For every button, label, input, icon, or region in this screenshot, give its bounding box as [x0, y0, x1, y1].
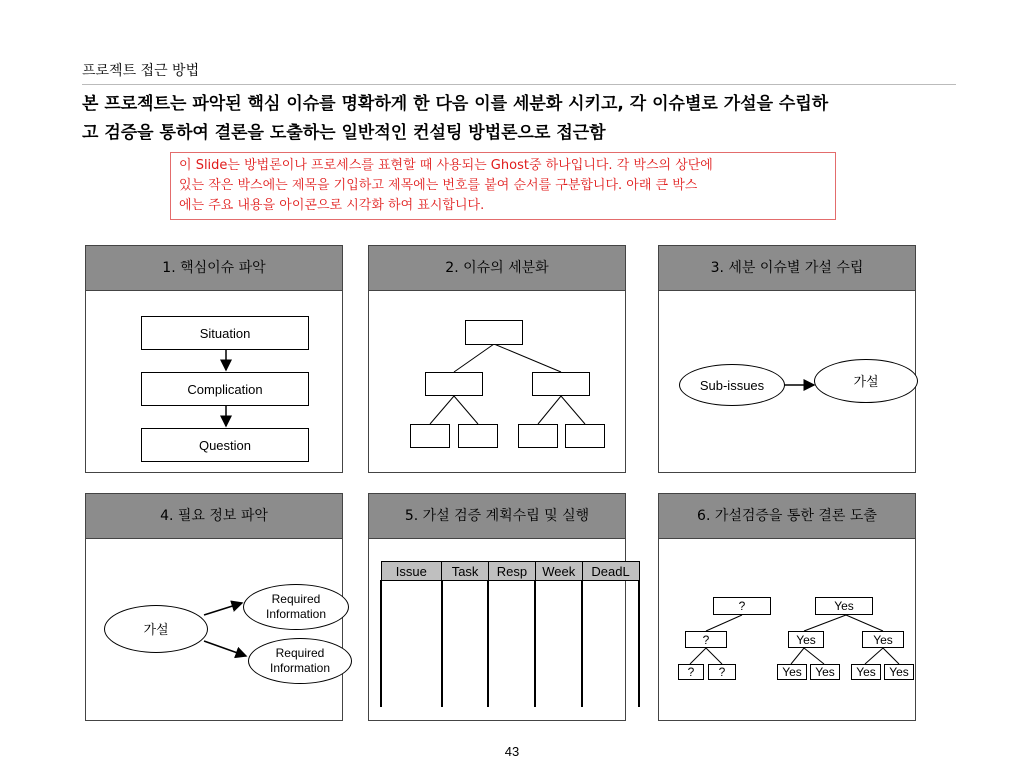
panel-4-body	[86, 538, 342, 720]
header-divider	[82, 84, 956, 85]
note-line-3: 에는 주요 내용을 아이콘으로 시각화 하여 표시합니다.	[179, 198, 485, 213]
headline-line-1: 본 프로젝트는 파악된 핵심 이슈를 명확하게 한 다음 이를 세분화 시키고, 각 이슈별로 가설을 수립하	[82, 94, 829, 114]
panel-6-title: 6. 가설검증을 통한 결론 도출	[659, 494, 915, 539]
panel-6-tree-lines	[659, 538, 915, 720]
table-cell	[582, 581, 639, 708]
tree-leaf-box-3	[518, 424, 558, 448]
situation-box: Situation	[141, 316, 309, 350]
tree-root-box	[465, 320, 523, 345]
right-tree-leaf-2: Yes	[810, 664, 840, 680]
panel-2-title: 2. 이슈의 세분화	[369, 246, 625, 291]
tree-leaf-box-1	[410, 424, 450, 448]
table-cell	[381, 581, 442, 708]
right-tree-mid-1: Yes	[788, 631, 824, 648]
right-tree-root: Yes	[815, 597, 873, 615]
headline-line-2: 고 검증을 통하여 결론을 도출하는 일반적인 컨설팅 방법론으로 접근함	[82, 123, 606, 143]
panel-5-title: 5. 가설 검증 계획수립 및 실행	[369, 494, 625, 539]
column-header-deadl: DeadL	[582, 562, 639, 581]
column-header-resp: Resp	[488, 562, 535, 581]
table-cell	[442, 581, 489, 708]
tree-mid-box-left	[425, 372, 483, 396]
required-info-ellipse-1: Required Information	[243, 584, 349, 630]
left-tree-mid: ?	[685, 631, 727, 648]
plan-table	[380, 561, 640, 707]
section-title: 프로젝트 접근 방법	[82, 63, 200, 79]
left-tree-root: ?	[713, 597, 771, 615]
question-box: Question	[141, 428, 309, 462]
panel-6	[658, 493, 916, 721]
panel-1-body	[86, 290, 342, 472]
column-header-week: Week	[535, 562, 582, 581]
panel-4	[85, 493, 343, 721]
note-line-1: 이 Slide는 방법론이나 프로세스를 표현할 때 사용되는 Ghost중 하나입니다. 각 박스의 상단에	[179, 158, 713, 173]
panel-5-body	[369, 538, 630, 720]
panel-2	[368, 245, 626, 473]
right-tree-mid-2: Yes	[862, 631, 904, 648]
panel-3-body	[659, 290, 915, 472]
panel-3	[658, 245, 916, 473]
tree-mid-box-right	[532, 372, 590, 396]
plan-table-header	[381, 562, 639, 581]
panel-6-body	[659, 538, 915, 720]
headline	[82, 90, 962, 148]
panel-1-title: 1. 핵심이슈 파악	[86, 246, 342, 291]
hypothesis-ellipse: 가설	[104, 605, 208, 653]
right-tree-leaf-4: Yes	[884, 664, 914, 680]
usage-note	[170, 152, 836, 220]
column-header-issue: Issue	[381, 562, 442, 581]
required-info-ellipse-2: Required Information	[248, 638, 352, 684]
panel-1	[85, 245, 343, 473]
left-tree-leaf-2: ?	[708, 664, 736, 680]
table-cell	[535, 581, 582, 708]
tree-leaf-box-2	[458, 424, 498, 448]
sub-issues-ellipse: Sub-issues	[679, 364, 785, 406]
note-line-2: 있는 작은 박스에는 제목을 기입하고 제목에는 번호를 붙여 순서를 구분합니다. 아래 큰 박스	[179, 178, 698, 193]
page-number: 43	[504, 744, 520, 759]
complication-box: Complication	[141, 372, 309, 406]
right-tree-leaf-3: Yes	[851, 664, 881, 680]
table-cell	[488, 581, 535, 708]
panel-2-body	[369, 290, 625, 472]
right-tree-leaf-1: Yes	[777, 664, 807, 680]
left-tree-leaf-1: ?	[678, 664, 704, 680]
panel-3-title: 3. 세분 이슈별 가설 수립	[659, 246, 915, 291]
column-header-task: Task	[442, 562, 489, 581]
panel-5	[368, 493, 630, 721]
plan-table-body	[381, 581, 639, 708]
hypothesis-ellipse: 가설	[814, 359, 918, 403]
tree-leaf-box-4	[565, 424, 605, 448]
panel-4-title: 4. 필요 정보 파악	[86, 494, 342, 539]
